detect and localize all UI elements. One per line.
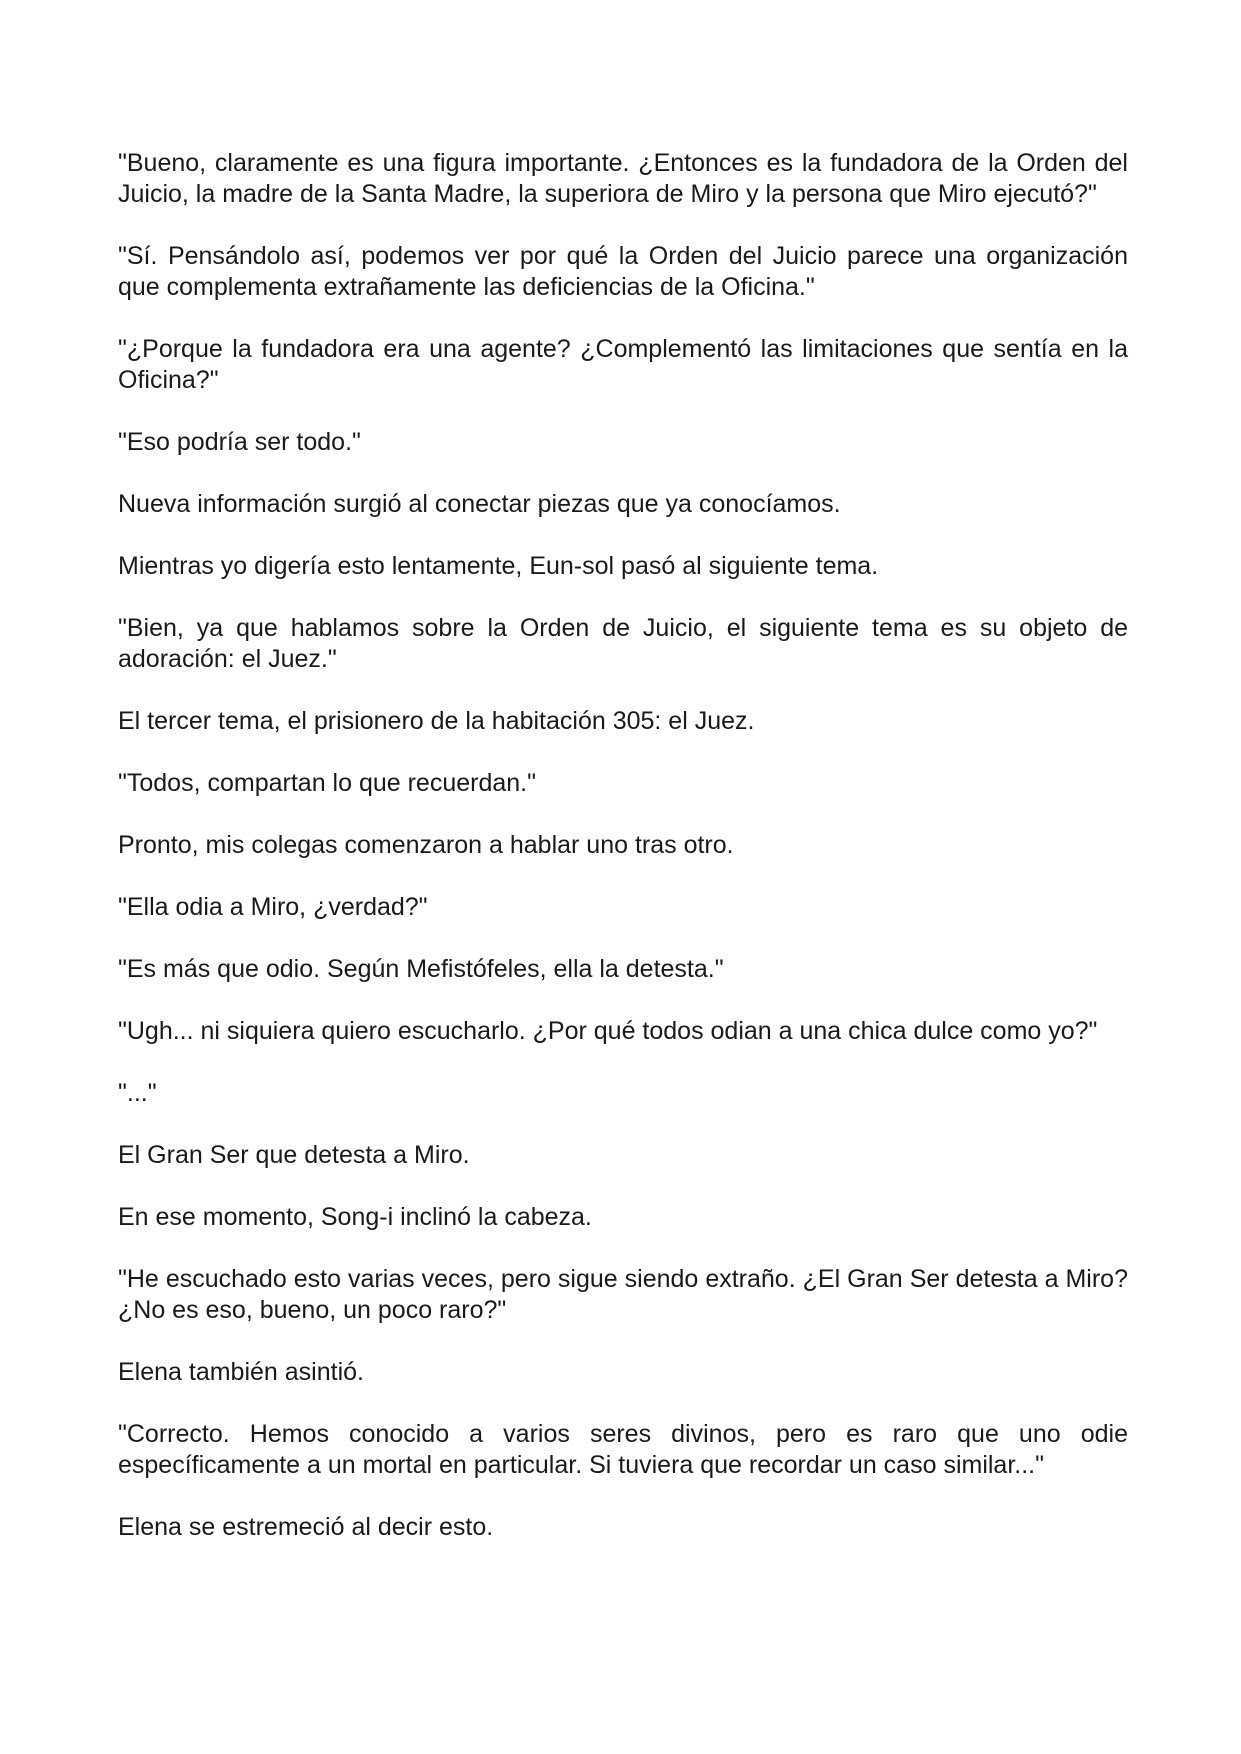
paragraph-8: El tercer tema, el prisionero de la habitación 305: el Juez. xyxy=(118,707,755,735)
paragraph-3: "¿Porque la fundadora era una agente? ¿Complementó las limitaciones que sentía en la Oficina?" xyxy=(118,335,1128,394)
paragraph-14: "..." xyxy=(118,1079,157,1107)
paragraph-6: Mientras yo digería esto lentamente, Eun-sol pasó al siguiente tema. xyxy=(118,552,879,580)
paragraph-5: Nueva información surgió al conectar piezas que ya conocíamos. xyxy=(118,490,841,518)
paragraph-20: Elena se estremeció al decir esto. xyxy=(118,1513,494,1541)
paragraph-15: El Gran Ser que detesta a Miro. xyxy=(118,1141,470,1169)
paragraph-10: Pronto, mis colegas comenzaron a hablar uno tras otro. xyxy=(118,831,734,859)
paragraph-13: "Ugh... ni siquiera quiero escucharlo. ¿Por qué todos odian a una chica dulce como yo?" xyxy=(118,1017,1098,1045)
paragraph-18: Elena también asintió. xyxy=(118,1358,364,1386)
paragraph-12: "Es más que odio. Según Mefistófeles, ella la detesta." xyxy=(118,955,724,983)
paragraph-16: En ese momento, Song-i inclinó la cabeza. xyxy=(118,1203,592,1231)
paragraph-1: "Bueno, claramente es una figura importante. ¿Entonces es la fundadora de la Orden del Juicio, la madre de la Santa Madre, la superiora de Miro y la persona que Miro ejecutó?" xyxy=(118,149,1128,208)
paragraph-19: "Correcto. Hemos conocido a varios seres divinos, pero es raro que uno odie específicamente a un mortal en particular. Si tuviera que recordar un caso similar..." xyxy=(118,1420,1128,1479)
paragraph-17: "He escuchado esto varias veces, pero sigue siendo extraño. ¿El Gran Ser detesta a Miro? ¿No es eso, bueno, un poco raro?" xyxy=(118,1265,1128,1324)
paragraph-11: "Ella odia a Miro, ¿verdad?" xyxy=(118,893,428,921)
body-text xyxy=(118,148,1128,1543)
paragraph-7: "Bien, ya que hablamos sobre la Orden de Juicio, el siguiente tema es su objeto de adoración: el Juez." xyxy=(118,614,1128,673)
paragraph-4: "Eso podría ser todo." xyxy=(118,428,361,456)
paragraph-2: "Sí. Pensándolo así, podemos ver por qué la Orden del Juicio parece una organización que complementa extrañamente las deficiencias de la Oficina." xyxy=(118,242,1128,301)
paragraph-9: "Todos, compartan lo que recuerdan." xyxy=(118,769,536,797)
